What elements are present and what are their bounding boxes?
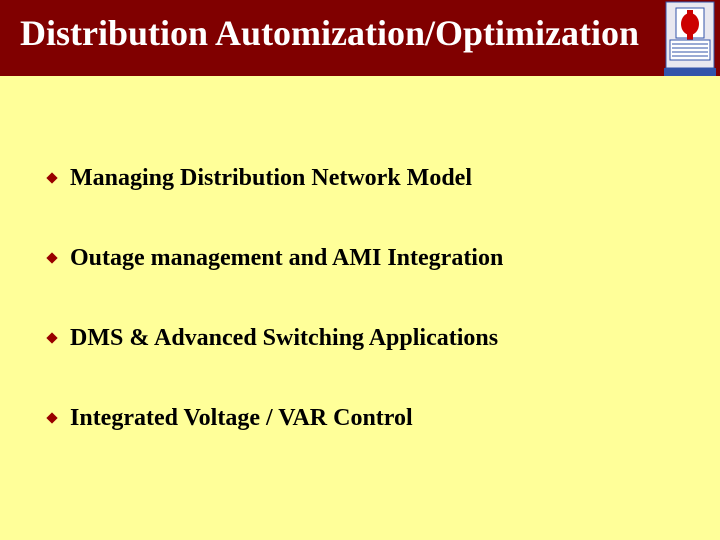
slide-title: Distribution Automization/Optimization xyxy=(20,13,640,53)
bullet-list xyxy=(44,158,704,478)
diamond-bullet-icon xyxy=(46,412,57,423)
diamond-bullet-icon xyxy=(46,172,57,183)
bullet-text: Managing Distribution Network Model xyxy=(70,165,472,191)
diamond-bullet-icon xyxy=(46,252,57,263)
bullet-text: DMS & Advanced Switching Applications xyxy=(70,325,499,351)
utility-emblem-icon xyxy=(660,0,720,76)
bullet-text: Outage management and AMI Integration xyxy=(70,245,504,271)
title-bar xyxy=(0,0,720,76)
list-item xyxy=(44,398,704,478)
list-item xyxy=(44,158,704,238)
diamond-bullet-icon xyxy=(46,332,57,343)
list-item xyxy=(44,318,704,398)
bullet-text: Integrated Voltage / VAR Control xyxy=(70,405,413,431)
list-item xyxy=(44,238,704,318)
